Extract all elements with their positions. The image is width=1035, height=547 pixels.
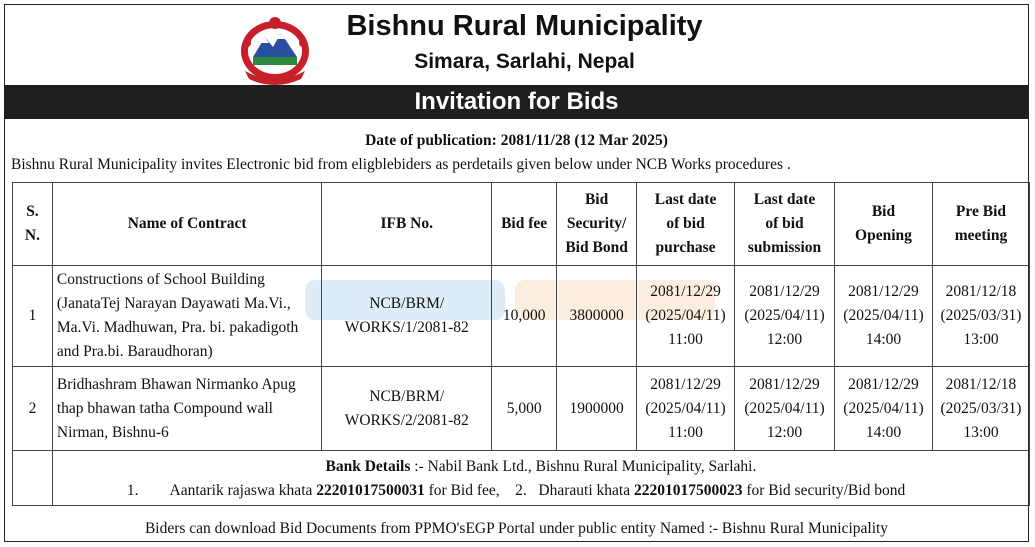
col-header-sn: S. N. [13,183,53,266]
footer-note: Biders can download Bid Documents from PPMO'sEGP Portal under public entity Named :- Bishnu Rural Municipality [144,520,889,537]
notice-frame [4,4,1029,542]
cell-purchase: 2081/12/29 (2025/04/11) 11:00 [637,266,735,367]
cell-fee: 10,000 [492,266,557,367]
page-subtitle: Simara, Sarlahi, Nepal [414,50,635,73]
notice-title: Invitation for Bids [5,85,1028,119]
publication-date: Date of publication: 2081/11/28 (12 Mar 2025) [365,132,668,149]
cell-contract-name: Constructions of School Building (JanataTej Narayan Dayawati Ma.Vi., Ma.Vi. Madhuwan, Pra. bi. pakadigoth and Pra.bi. Baraudhoran) [52,266,321,367]
col-header-prebid: Pre Bid meeting [932,183,1029,266]
col-header-ifb: IFB No. [322,183,492,266]
bank-details [52,451,1029,506]
bank-details-line: Bank Details :- Nabil Bank Ltd., Bishnu Rural Municipality, Sarlahi. [325,458,757,475]
col-header-fee: Bid fee [492,183,557,266]
page-title: Bishnu Rural Municipality [346,10,703,42]
cell-submission: 2081/12/29 (2025/04/11) 12:00 [735,266,835,367]
header [5,5,1028,83]
table-row [13,266,1030,367]
cell-submission: 2081/12/29 (2025/04/11) 12:00 [735,367,835,451]
table-header-row [13,183,1030,266]
col-header-security: Bid Security/ Bid Bond [557,183,637,266]
cell-opening: 2081/12/29 (2025/04/11) 14:00 [834,266,932,367]
cell-empty [13,451,53,506]
bank-details-row [13,451,1030,506]
cell-security: 1900000 [557,367,637,451]
intro-text: Bishnu Rural Municipality invites Electronic bid from eligblebiders as perdetails given below under NCB Works procedures . [11,156,791,173]
cell-opening: 2081/12/29 (2025/04/11) 14:00 [834,367,932,451]
table-row [13,367,1030,451]
cell-contract-name: Bridhashram Bhawan Nirmanko Apug thap bhawan tatha Compound wall Nirman, Bishnu-6 [52,367,321,451]
cell-fee: 5,000 [492,367,557,451]
bank-accounts-line: 1. Aantarik rajaswa khata 22201017500031 for Bid fee, 2. Dharauti khata 22201017500023 for Bid security/Bid bond [126,482,906,499]
cell-sn: 2 [13,367,53,451]
col-header-purchase: Last date of bid purchase [637,183,735,266]
cell-prebid: 2081/12/18 (2025/03/31) 13:00 [932,266,1029,367]
cell-security: 3800000 [557,266,637,367]
cell-sn: 1 [13,266,53,367]
col-header-opening: Bid Opening [834,183,932,266]
col-header-name: Name of Contract [52,183,321,266]
cell-prebid: 2081/12/18 (2025/03/31) 13:00 [932,367,1029,451]
cell-ifb: NCB/BRM/ WORKS/2/2081-82 [322,367,492,451]
col-header-submission: Last date of bid submission [735,183,835,266]
bids-table [12,182,1030,506]
cell-purchase: 2081/12/29 (2025/04/11) 11:00 [637,367,735,451]
cell-ifb: NCB/BRM/ WORKS/1/2081-82 [322,266,492,367]
